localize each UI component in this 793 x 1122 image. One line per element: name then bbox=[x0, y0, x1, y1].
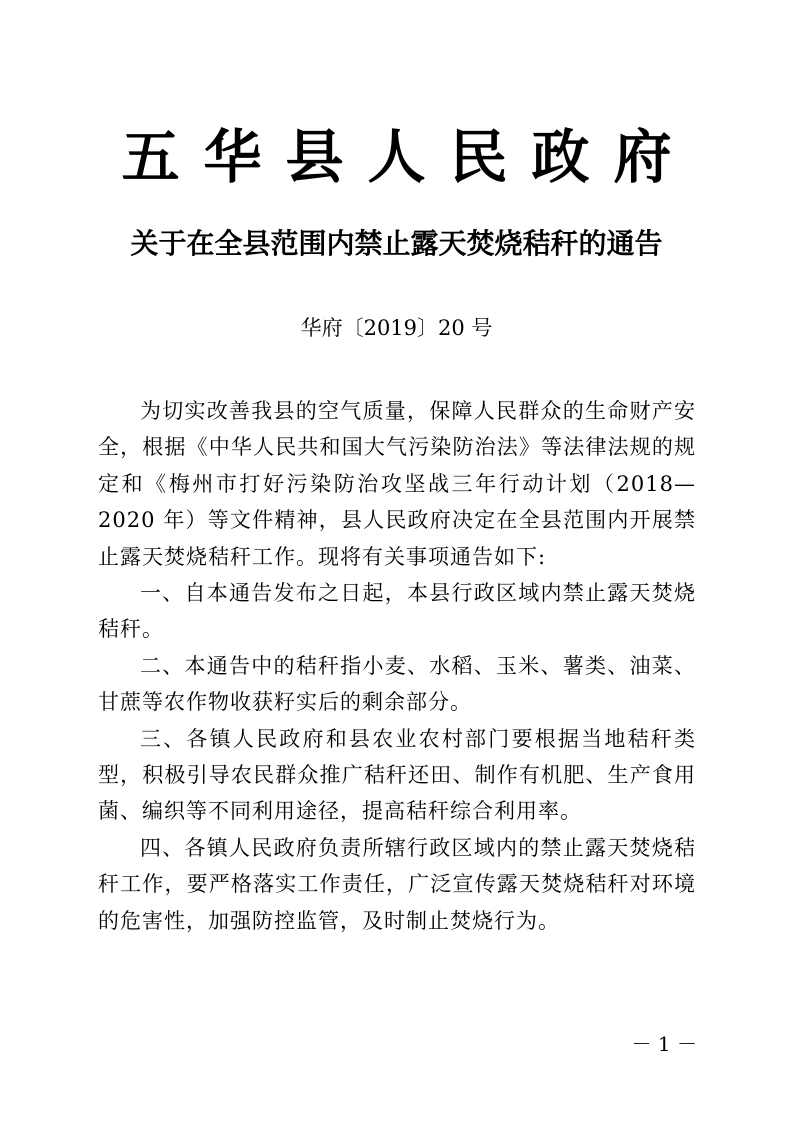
paragraph-item-1: 一、自本通告发布之日起，本县行政区域内禁止露天焚烧秸秆。 bbox=[98, 581, 696, 642]
paragraph-item-2: 二、本通告中的秸秆指小麦、水稻、玉米、薯类、油菜、甘蔗等农作物收获籽实后的剩余部分。 bbox=[98, 653, 696, 715]
paragraph-item-4: 四、各镇人民政府负责所辖行政区域内的禁止露天焚烧秸秆工作，要严格落实工作责任，广泛宣传露天焚烧秸秆对环境的危害性，加强防控监管，及时制止焚烧行为。 bbox=[98, 835, 696, 933]
paragraph-item-3: 三、各镇人民政府和县农业农村部门要根据当地秸秆类型，积极引导农民群众推广秸秆还田、制作有机肥、生产食用菌、编织等不同利用途径，提高秸秆综合利用率。 bbox=[98, 726, 696, 824]
paragraph-intro: 为切实改善我县的空气质量，保障人民群众的生命财产安全，根据《中华人民共和国大气污染防治法》等法律法规的规定和《梅州市打好污染防治攻坚战三年行动计划（2018—2020 年）等文件精神，县人民政府决定在全县范围内开展禁止露天焚烧秸秆工作。现将有关事项通告如下: bbox=[98, 399, 696, 569]
document-title: 关于在全县范围内禁止露天焚烧秸秆的通告 bbox=[130, 227, 663, 260]
document-body bbox=[98, 393, 696, 939]
page-number: － 1 － bbox=[631, 1032, 697, 1056]
issuer-title: 五华县人民政府 bbox=[121, 123, 696, 191]
document-number: 华府〔2019〕20 号 bbox=[300, 316, 493, 340]
